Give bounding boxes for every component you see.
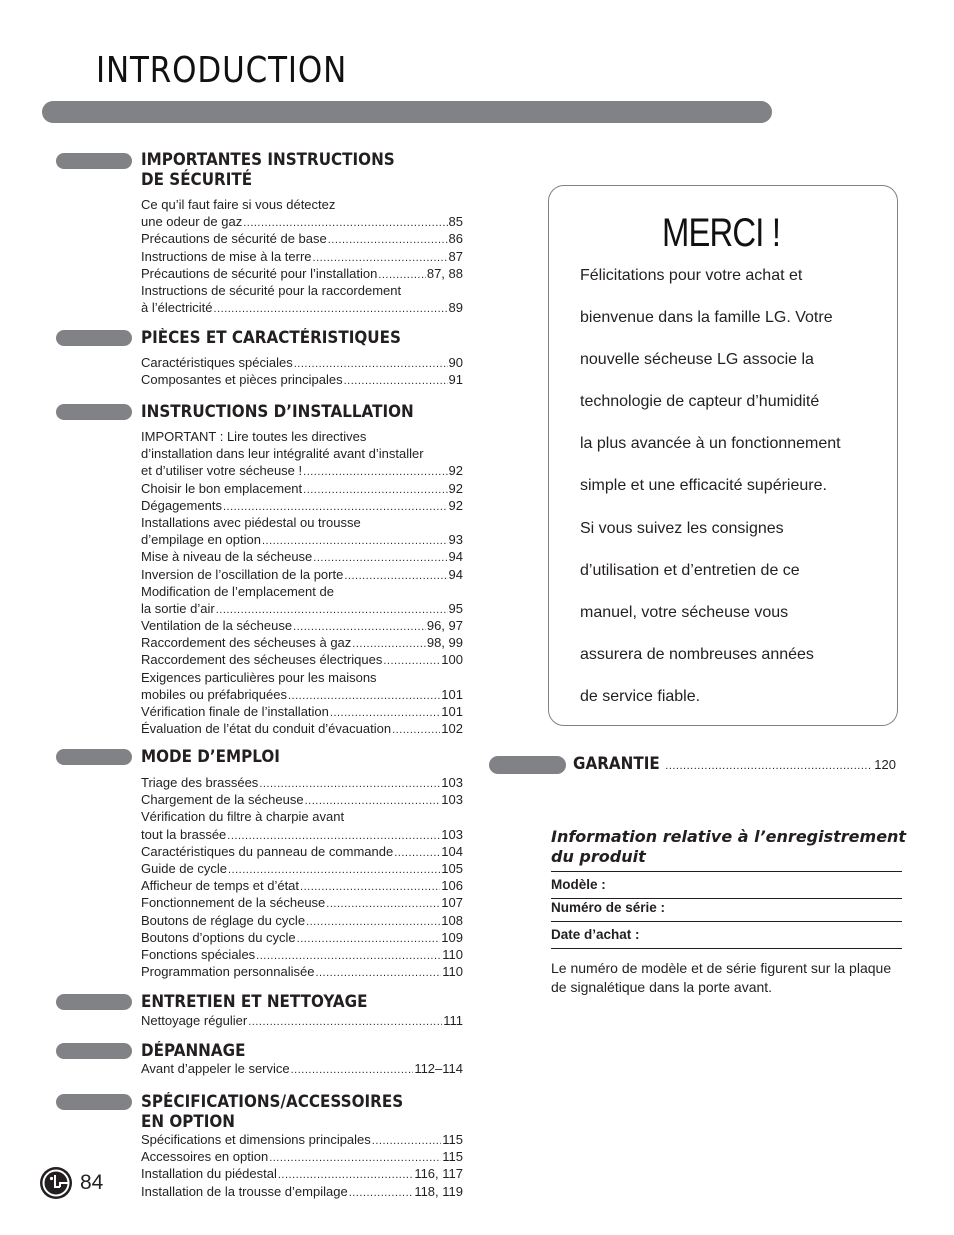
section-pill — [489, 756, 566, 774]
toc-entry-text: d’installation dans leur intégralité avant d’installer — [141, 446, 424, 462]
toc-entry[interactable]: Ventilation de la sécheuse ..... 96, 97 — [141, 617, 463, 634]
toc-entry[interactable]: Installation du piédestal ..... 116, 117 — [141, 1165, 463, 1182]
section-heading-usage: MODE D’EMPLOI — [141, 747, 280, 766]
section-pill — [56, 1094, 132, 1110]
thank-you-box — [548, 185, 898, 726]
toc-entry[interactable]: Boutons de réglage du cycle ..... 108 — [141, 912, 463, 929]
toc-entry[interactable]: Précautions de sécurité de base ..... 86 — [141, 230, 463, 247]
toc-entry[interactable]: Installation de la trousse d’empilage ..... 118, 119 — [141, 1183, 463, 1200]
section-entries-parts — [141, 354, 463, 388]
toc-entry-warranty[interactable] — [573, 754, 896, 773]
section-heading-warranty: GARANTIE — [573, 754, 660, 773]
section-heading-installation: INSTRUCTIONS D’INSTALLATION — [141, 402, 414, 421]
toc-entry[interactable]: Caractéristiques du panneau de commande ..... 104 — [141, 843, 463, 860]
registration-title: Information relative à l’enregistrement du produit — [551, 827, 907, 866]
section-heading-parts: PIÈCES ET CARACTÉRISTIQUES — [141, 328, 401, 347]
toc-entry[interactable]: Composantes et pièces principales ..... 91 — [141, 371, 463, 388]
toc-entry[interactable]: Afficheur de temps et d’état ..... 106 — [141, 877, 463, 894]
page-title: INTRODUCTION — [96, 50, 348, 91]
toc-entry[interactable]: Guide de cycle ..... 105 — [141, 860, 463, 877]
section-entries-specifications — [141, 1131, 463, 1200]
toc-entry[interactable]: Fonctionnement de la sécheuse ..... 107 — [141, 894, 463, 911]
toc-entry-text: Instructions de sécurité pour la raccordement — [141, 282, 402, 298]
model-field[interactable]: Modèle : — [551, 872, 902, 899]
toc-entry[interactable]: Fonctions spéciales ..... 110 — [141, 946, 463, 963]
section-entries-maintenance — [141, 1012, 463, 1029]
toc-entry[interactable]: Inversion de l’oscillation de la porte ..... 94 — [141, 566, 463, 583]
section-pill — [56, 153, 132, 169]
toc-entry-text: Exigences particulières pour les maisons — [141, 669, 377, 685]
toc-entry[interactable]: mobiles ou préfabriquées ..... 101 — [141, 686, 463, 703]
title-bar — [42, 101, 772, 123]
toc-entry-text: Vérification du filtre à charpie avant — [141, 809, 345, 825]
toc-entry[interactable]: Raccordement des sécheuses à gaz ..... 98, 99 — [141, 634, 463, 651]
thank-you-text: Félicitations pour votre achat et bienvenue dans la famille LG. Votre nouvelle sécheuse LG associe la technologie de capteur d’humidité la plus avancée à un fonctionnement simple et une efficacité supérieure. Si vous suivez les consignes d’utilisation et d’entretien de ce manuel, votre sécheuse vous assurera de nombreuses années de service fiable. — [580, 267, 841, 705]
toc-entry[interactable]: Mise à niveau de la sécheuse ..... 94 — [141, 548, 463, 565]
section-heading-troubleshooting: DÉPANNAGE — [141, 1041, 246, 1060]
section-entries-installation — [141, 428, 463, 737]
thank-you-title: MERCI ! — [662, 211, 781, 255]
toc-entry[interactable]: Chargement de la sécheuse ..... 103 — [141, 791, 463, 808]
section-heading-maintenance: ENTRETIEN ET NETTOYAGE — [141, 992, 368, 1011]
section-entries-troubleshooting — [141, 1060, 463, 1077]
toc-entry[interactable]: Avant d’appeler le service ..... 112–114 — [141, 1060, 463, 1077]
section-pill — [56, 749, 132, 765]
toc-entry[interactable]: Évaluation de l’état du conduit d’évacuation ..... 102 — [141, 720, 463, 737]
toc-entry[interactable]: Programmation personnalisée ..... 110 — [141, 963, 463, 980]
section-heading-specifications: SPÉCIFICATIONS/ACCESSOIRES EN OPTION — [141, 1092, 404, 1131]
toc-entry[interactable]: Précautions de sécurité pour l’installation ..... 87, 88 — [141, 265, 463, 282]
toc-entry[interactable]: une odeur de gaz ..... 85 — [141, 213, 463, 230]
section-pill — [56, 994, 132, 1010]
section-pill — [56, 1043, 132, 1059]
toc-entry-text: Modification de l’emplacement de — [141, 583, 334, 599]
page-number: 84 — [80, 1171, 104, 1194]
lg-logo-icon — [40, 1167, 72, 1199]
toc-entry[interactable]: tout la brassée ..... 103 — [141, 826, 463, 843]
warranty-page: 120 — [874, 757, 896, 772]
toc-entry-text: Installations avec piédestal ou trousse — [141, 514, 361, 530]
toc-entry[interactable]: Vérification finale de l’installation ..... 101 — [141, 703, 463, 720]
toc-entry[interactable]: Choisir le bon emplacement ..... 92 — [141, 480, 463, 497]
toc-entry[interactable]: Dégagements ..... 92 — [141, 497, 463, 514]
section-pill — [56, 404, 132, 420]
purchase-date-field[interactable]: Date d’achat : — [551, 922, 902, 949]
toc-entry[interactable]: et d’utiliser votre sécheuse ! ..... 92 — [141, 462, 463, 479]
toc-entry[interactable]: d’empilage en option ..... 93 — [141, 531, 463, 548]
toc-entry[interactable]: la sortie d’air ..... 95 — [141, 600, 463, 617]
toc-entry-text: IMPORTANT : Lire toutes les directives — [141, 429, 367, 444]
toc-entry[interactable]: Triage des brassées ..... 103 — [141, 774, 463, 791]
toc-entry[interactable]: Raccordement des sécheuses électriques ..... 100 — [141, 651, 463, 668]
toc-entry[interactable]: Nettoyage régulier ..... 111 — [141, 1012, 463, 1029]
toc-entry[interactable]: Caractéristiques spéciales ..... 90 — [141, 354, 463, 371]
serial-number-field[interactable]: Numéro de série : — [551, 895, 902, 922]
section-heading-safety: IMPORTANTES INSTRUCTIONS DE SÉCURITÉ — [141, 150, 395, 189]
toc-entry[interactable]: Accessoires en option ..... 115 — [141, 1148, 463, 1165]
toc-entry[interactable]: à l’électricité ..... 89 — [141, 299, 463, 316]
toc-entry-text: Ce qu’il faut faire si vous détectez — [141, 197, 336, 212]
toc-entry[interactable]: Instructions de mise à la terre ..... 87 — [141, 248, 463, 265]
registration-note: Le numéro de modèle et de série figurent sur la plaque de signalétique dans la porte avant. — [551, 960, 892, 995]
section-entries-safety — [141, 196, 463, 316]
toc-entry[interactable]: Spécifications et dimensions principales ..... 115 — [141, 1131, 463, 1148]
section-pill — [56, 330, 132, 346]
section-entries-usage — [141, 774, 463, 980]
toc-entry[interactable]: Boutons d’options du cycle ..... 109 — [141, 929, 463, 946]
